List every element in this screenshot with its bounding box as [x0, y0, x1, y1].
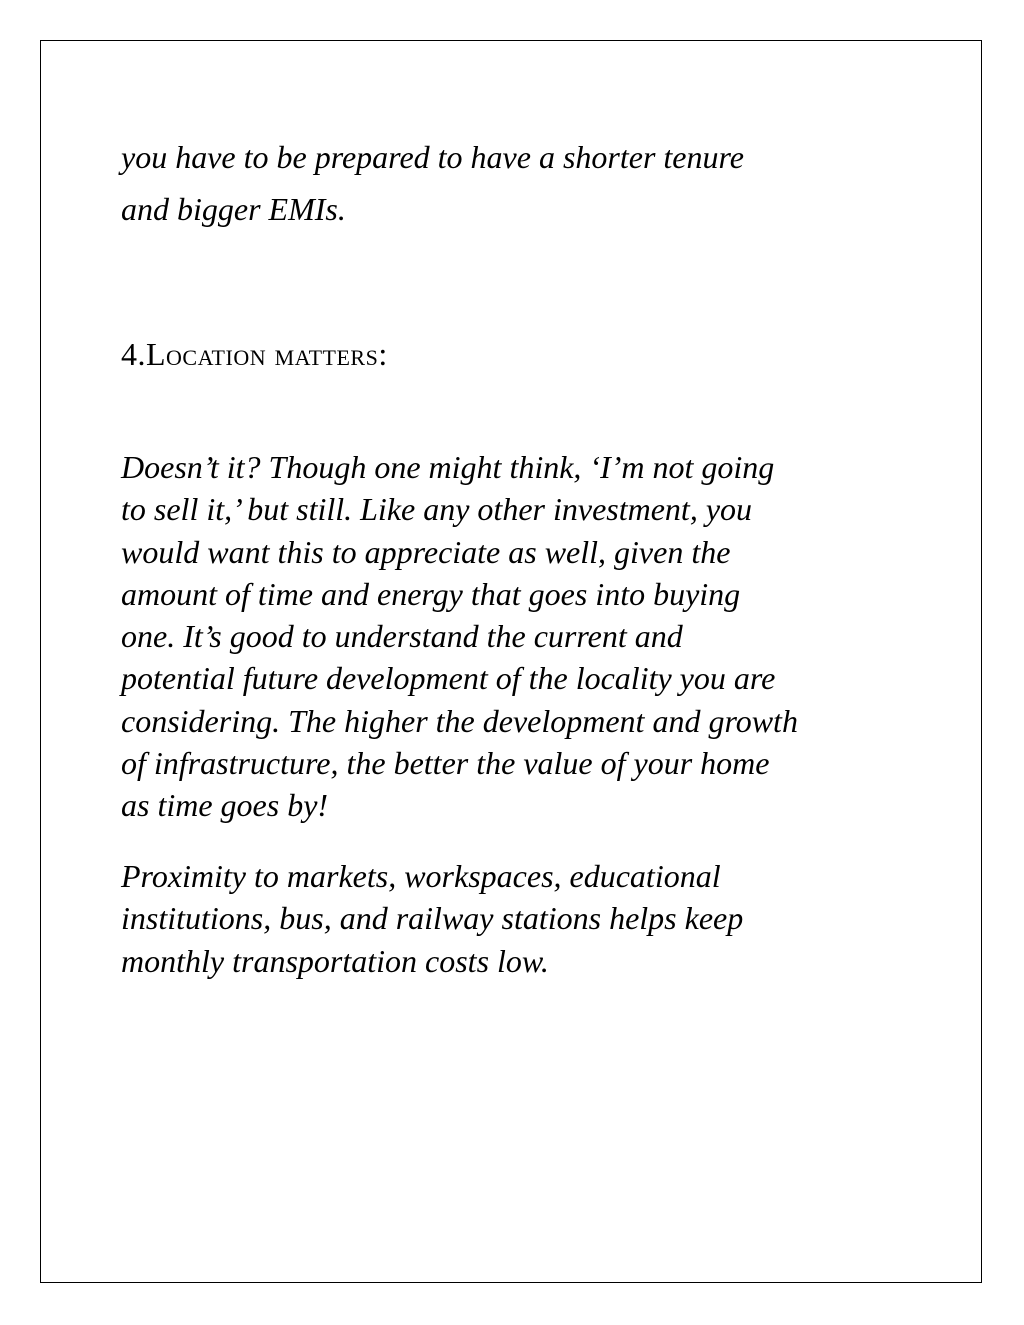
paragraph-line: Proximity to markets, workspaces, educational: [121, 858, 721, 894]
intro-line: you have to be prepared to have a shorter tenure: [121, 139, 744, 175]
paragraph-line: would want this to appreciate as well, given the: [121, 533, 731, 570]
paragraph-line: Doesn’t it? Though one might think, ‘I’m not going: [121, 449, 775, 485]
intro-line: and bigger EMIs.: [121, 191, 346, 227]
paragraph-line: as time goes by!: [121, 787, 329, 824]
paragraph-line: institutions, bus, and railway stations helps keep: [121, 900, 744, 937]
intro-text: [121, 131, 921, 235]
paragraph-proximity: [121, 855, 921, 982]
paragraph-line: considering. The higher the development and growth: [121, 702, 798, 739]
paragraph-location: [121, 446, 921, 827]
paragraph-line: one. It’s good to understand the current and: [121, 618, 683, 655]
paragraph-line: amount of time and energy that goes into buying: [121, 575, 741, 612]
paragraph-line: monthly transportation costs low.: [121, 942, 549, 979]
section-heading: 4.Location matters:: [121, 336, 388, 372]
paragraph-line: potential future development of the locality you are: [121, 660, 776, 697]
paragraph-line: of infrastructure, the better the value of your home: [121, 745, 770, 782]
paragraph-line: to sell it,’ but still. Like any other investment, you: [121, 491, 753, 528]
